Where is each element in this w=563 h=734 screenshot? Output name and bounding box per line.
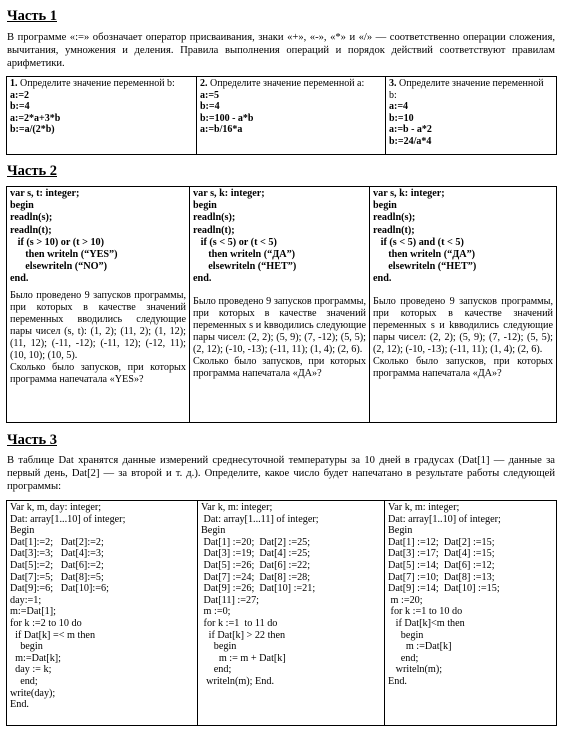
program-1-cell <box>7 187 190 423</box>
task-number: 2. <box>200 78 208 89</box>
part1-title: Часть 1 <box>7 8 57 24</box>
code-line: b:=4 <box>200 101 220 112</box>
code-line: b:=24/a*4 <box>389 135 432 147</box>
program-description: Было проведено 9 запусков программы, при которых в качестве значений переменных s и kвводились следующие пары чисел: (2, 2); (5, 9); (7, -12); (5, 5); (2, 12); (-10, -13); (-11, 11); (1, 4); (2, 6). <box>193 295 366 355</box>
part3-intro: В таблице Dat хранятся данные измерений среднесуточной температуры за 10 дней в градусах (Dat[1] — данные за первый день, Dat[2] — за второй и т. д.). Определите, какое число будет напечатано в результате работы следующей программы: <box>7 455 555 492</box>
part1-intro: В программе «:=» обозначает оператор присваивания, знаки «+», «-», «*» и «/» — соответственно операции сложения, вычитания, умножения и деления. Правила выполнения операций и порядок действий соответствуют правилам арифметики. <box>7 32 555 69</box>
task-heading: Определите значение переменной b: <box>20 78 175 89</box>
task-1-cell <box>7 77 197 155</box>
code-line: b:=a/(2*b) <box>10 124 55 135</box>
dat-program-1-cell: Var k, m, day: integer; Dat: array[1...10] of integer; Begin Dat[1]:=2; Dat[2]:=2; Dat[3]:=3; Dat[4]:=3; Dat[5]:=2; Dat[6]:=2; Dat[7]:=5; Dat[8]:=5; Dat[9]:=6; Dat[10]:=6; day:=1; m:=Dat[1]; for k :=2 to 10 do if Dat[k] =< m then begin m:=Dat[k]; day := k; end; write(day); End. <box>7 501 198 726</box>
task-number: 3. <box>389 78 397 89</box>
part2-program-table <box>6 186 557 423</box>
program-description: Было проведено 9 запусков программы, при которых в качестве значений переменных s и kвводились следующие пары чисел: (2, 2); (5, 9); (7, -12); (5, 5); (2, 12); (-10, -13); (-11, 11); (1, 4); (2, 6). <box>373 295 553 355</box>
program-description: Было проведено 9 запусков программы, при которых в качестве значений переменных вводились следующие пары чисел (s, t): (1, 2); (11, 2); (1, 12); (11, 12); (-11, -12); (-11, 12); (-12, 11); (10, 10); (10, 5). <box>10 289 186 361</box>
task-2-cell <box>197 77 386 155</box>
program-2-cell <box>190 187 370 423</box>
program-3-cell <box>370 187 557 423</box>
code-line: b:=10 <box>389 112 414 124</box>
dat-program-3-cell: Var k, m: integer; Dat: array[1..10] of integer; Begin Dat[1] :=12; Dat[2] :=15; Dat[3] :=17; Dat[4] :=15; Dat[5] :=14; Dat[6] :=12; Dat[7] :=10; Dat[8] :=13; Dat[9] :=14; Dat[10] :=15; m :=20; for k :=1 to 10 do if Dat[k]<m then begin m :=Dat[k] end; writeln(m); End. <box>385 501 557 726</box>
code-line: b:=4 <box>10 101 30 112</box>
task-heading: Определите значение переменной а: <box>210 78 365 89</box>
dat-program-2-cell: Var k, m: integer; Dat: array[1...11] of integer; Begin Dat[1] :=20; Dat[2] :=25; Dat[3] :=19; Dat[4] :=25; Dat[5] :=26; Dat[6] :=22; Dat[7] :=24; Dat[8] :=28; Dat[9] :=26; Dat[10] :=21; Dat[11] :=27; m :=0; for k :=1 to 11 do if Dat[k] > 22 then begin m := m + Dat[k] end; writeln(m); End. <box>198 501 385 726</box>
code-line: a:=4 <box>389 101 409 112</box>
part3-program-table <box>6 500 557 726</box>
program-code: var s, k: integer; begin readln(s); readln(t); if (s < 5) or (t < 5) then writeln (“ДА”) elsewriteln (“НЕТ”) end. <box>193 188 297 285</box>
program-question: Сколько было запусков, при которых программа напечатала «ДА»? <box>373 355 553 379</box>
code-line: a:=2 <box>10 89 30 101</box>
program-question: Сколько было запусков, при которых программа напечатала «ДА»? <box>193 355 366 379</box>
part1-task-table <box>6 76 557 155</box>
part3-title: Часть 3 <box>7 432 57 448</box>
program-code: var s, t: integer; begin readln(s); readln(t); if (s > 10) or (t > 10) then writeln (“YES”) elsewriteln (“NO”) end. <box>10 188 118 285</box>
program-code: var s, k: integer; begin readln(s); readln(t); if (s < 5) and (t < 5) then writeln (“ДА”) elsewriteln (“НЕТ”) end. <box>373 188 477 285</box>
part2-title: Часть 2 <box>7 163 57 179</box>
task-number: 1. <box>10 78 18 89</box>
task-3-cell <box>386 77 557 155</box>
code-line: a:=5 <box>200 89 220 101</box>
program-question: Сколько было запусков, при которых программа напечатала «YES»? <box>10 361 186 385</box>
task-heading: Определите значение переменной b: <box>389 78 544 101</box>
code-line: a:=2*a+3*b <box>10 112 61 124</box>
code-line: a:=b/16*a <box>200 124 243 135</box>
code-line: b:=100 - a*b <box>200 112 254 124</box>
code-line: a:=b - a*2 <box>389 124 432 135</box>
